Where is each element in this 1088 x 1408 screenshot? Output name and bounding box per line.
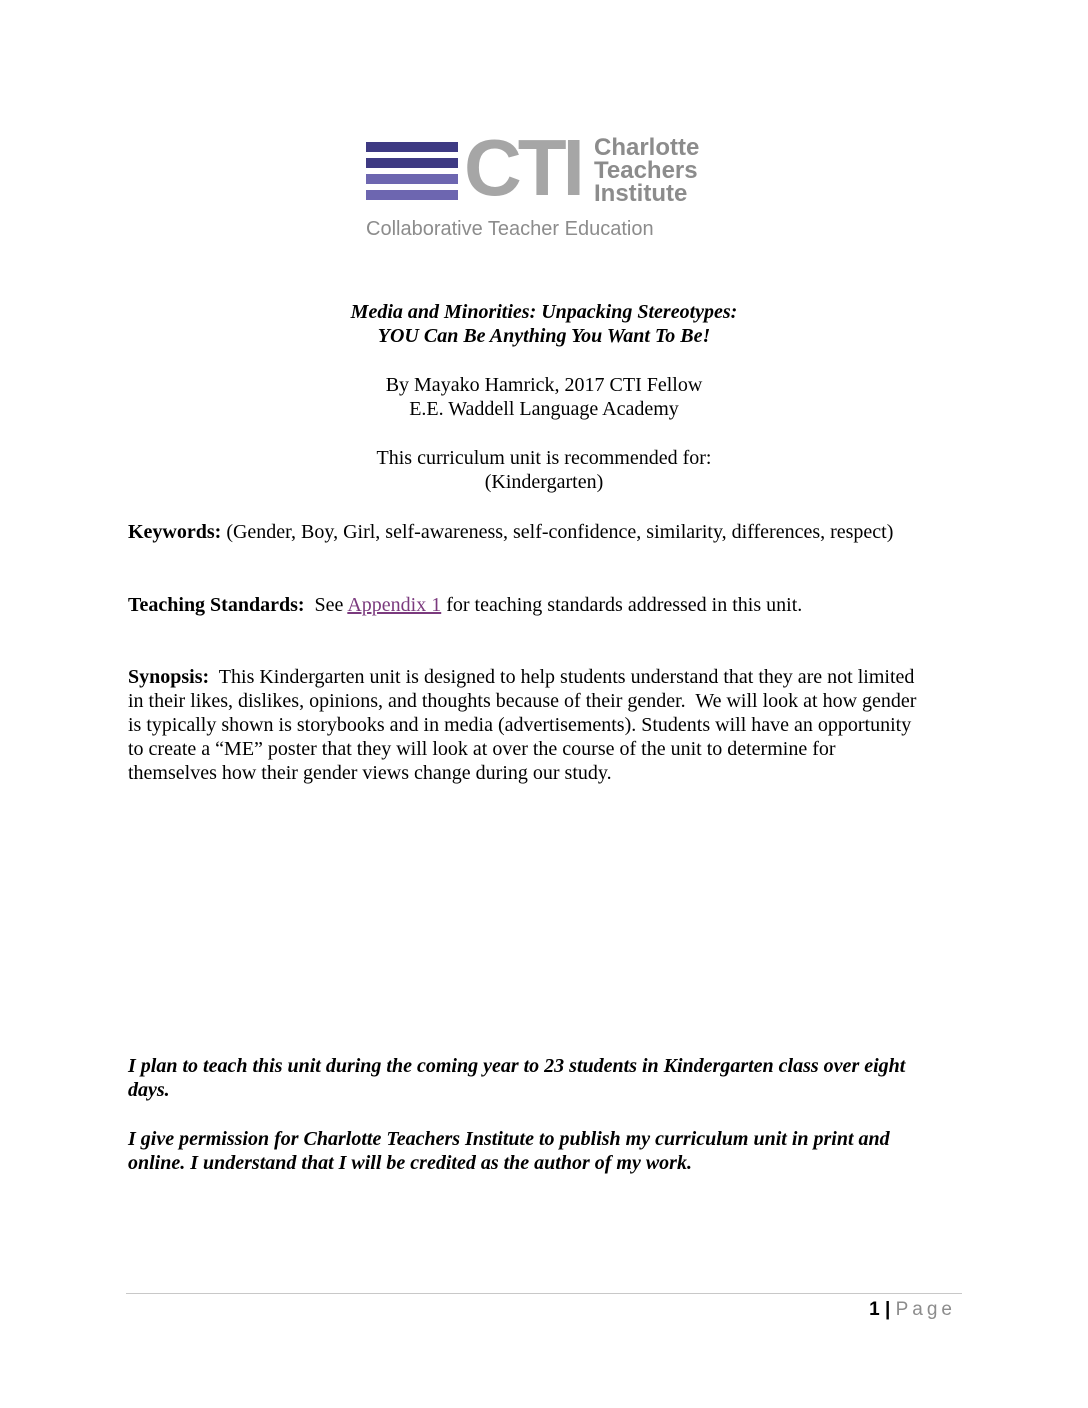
synopsis-paragraph <box>128 665 928 785</box>
page-label: Page <box>895 1299 956 1320</box>
page-number: 1 <box>869 1299 880 1320</box>
logo-tagline: Collaborative Teacher Education <box>366 218 654 240</box>
logo-institute-name <box>594 136 699 205</box>
standards-pre: See <box>304 594 348 616</box>
keywords-text: (Gender, Boy, Girl, self-awareness, self-confidence, similarity, differences, respect) <box>221 521 894 543</box>
permission-statement: I give permission for Charlotte Teachers Institute to publish my curriculum unit in print and online. I understand that I will be credited as the author of my work. <box>128 1128 890 1174</box>
keywords-label: Keywords: <box>128 521 222 543</box>
recommendation-line: This curriculum unit is recommended for: <box>376 447 712 469</box>
cti-logo <box>366 123 726 246</box>
synopsis-text: This Kindergarten unit is designed to help students understand that they are not limited in their likes, dislikes, opinions, and thoughts because of their gender. We will look at how gender is typically shown is storybooks and in media (advertisements). Students will have an opportunity to create a “ME” poster that they will look at over the course of the unit to determine for themselves how their gender views change during our study. <box>128 666 922 784</box>
author-line: By Mayako Hamrick, 2017 CTI Fellow <box>385 374 703 396</box>
appendix-link[interactable]: Appendix 1 <box>347 594 442 616</box>
logo-bar-1 <box>366 142 458 152</box>
plan-statement: I plan to teach this unit during the coming year to 23 students in Kindergarten class over eight days. <box>128 1055 906 1101</box>
logo-name-line: Institute <box>594 180 688 207</box>
footer-divider <box>126 1293 962 1294</box>
footer-separator: | <box>885 1299 891 1320</box>
school-line: E.E. Waddell Language Academy <box>409 398 679 420</box>
unit-title-line-2: YOU Can Be Anything You Want To Be! <box>377 325 711 347</box>
page-footer <box>869 1299 956 1321</box>
standards-paragraph <box>128 593 928 617</box>
keywords-paragraph <box>128 520 928 544</box>
logo-name-line: Teachers <box>594 157 698 184</box>
standards-label: Teaching Standards: <box>128 594 305 616</box>
standards-post: for teaching standards addressed in this unit. <box>441 594 803 616</box>
logo-letters: CTI <box>464 123 581 212</box>
synopsis-label: Synopsis: <box>128 666 210 688</box>
logo-name-line: Charlotte <box>594 134 700 161</box>
logo-bar-2 <box>366 158 458 168</box>
logo-bar-4 <box>366 190 458 200</box>
logo-bar-3 <box>366 174 458 184</box>
grade-line: (Kindergarten) <box>484 471 604 493</box>
unit-title-line-1: Media and Minorities: Unpacking Stereotypes: <box>350 301 738 323</box>
